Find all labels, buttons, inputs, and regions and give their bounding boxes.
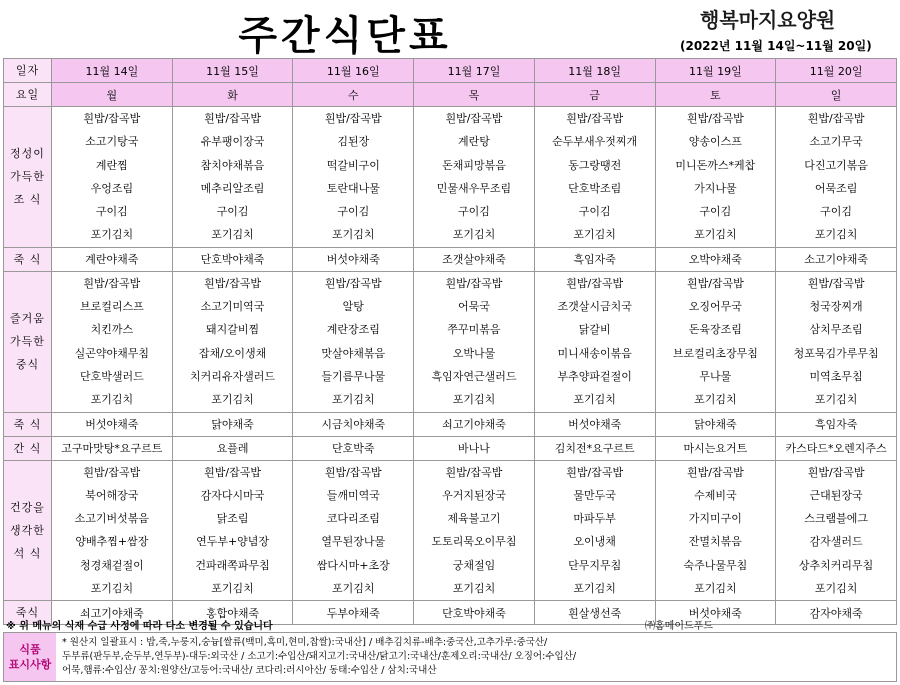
origin-line: * 원산지 일괄표시 : 밥,죽,누룽지,숭늉[쌀류(백미,흑미,현미,찹쌀):국내산] / 배추김치류-배추:중국산,고추가루:중국산/ [62,637,548,648]
lunch-row [4,271,897,412]
menu-item: 동그랑땡전 [568,158,622,172]
menu-item: 포기김치 [573,582,616,596]
menu-item: 닭야채죽 [172,412,293,436]
meal-cell [414,271,535,412]
supplier-name: ㈜홈메이드푸드 [645,621,713,632]
menu-item: 브로컬리초장무침 [672,346,758,360]
menu-item: 구이김 [337,205,370,219]
menu-item: 포기김치 [452,393,496,407]
menu-item: 건파래쪽파무침 [195,558,270,572]
menu-item: 단호박조림 [568,181,622,195]
menu-item: 양송이스프 [688,135,742,149]
menu-item: 구이김 [95,205,128,219]
menu-item: 무나물 [699,369,732,383]
meal-cell [655,460,776,601]
meal-cell [534,460,655,601]
origin-text [62,636,892,678]
day-cell: 월 [52,83,173,107]
menu-item: 소고기야채죽 [776,247,897,271]
menu-item: 우엉조림 [90,181,134,195]
menu-item: 포기김치 [814,228,858,242]
menu-item: 계란장조림 [326,323,380,337]
meal-cell [52,107,173,248]
menu-item: 숙주나물무침 [683,558,748,572]
menu-item: 돼지갈비찜 [205,323,260,337]
menu-item: 흰살생선죽 [534,601,655,625]
menu-item: 포기김치 [573,228,616,242]
menu-item: 닭조림 [216,512,249,526]
meal-cell [52,271,173,412]
menu-item: 연두부+양념장 [196,535,270,549]
menu-item: 요플레 [172,436,293,460]
menu-item: 시금치야채죽 [293,412,414,436]
dinner-label: 건강을 생각한 석 식 [4,460,52,601]
menu-item: 흰밥/잡곡밥 [324,465,382,479]
menu-item: 미니돈까스*케찹 [675,158,756,172]
menu-item: 소고기버섯볶음 [74,512,150,526]
menu-item: 수제비국 [694,488,737,502]
menu-item: 우거지된장국 [442,488,506,502]
menu-item: 민물새우무조림 [436,181,512,195]
menu-item: 단무지무침 [568,558,622,572]
menu-item: 포기김치 [90,582,134,596]
menu-item: 포기김치 [694,393,737,407]
menu-item: 들기름무나물 [321,369,386,383]
menu-item: 버섯야채죽 [293,247,414,271]
meal-cell [52,460,173,601]
menu-item: 포기김치 [332,582,375,596]
menu-item: 흰밥/잡곡밥 [445,276,503,290]
meal-cell [293,271,414,412]
menu-item: 흰밥/잡곡밥 [686,276,744,290]
lunch-label: 즐거움 가득한 중식 [4,271,52,412]
menu-item: 열무된장나물 [321,535,386,549]
day-cell: 목 [414,83,535,107]
menu-item: 김치전*요구르트 [534,436,655,460]
menu-item: 소고기무국 [809,135,863,149]
menu-item: 흰밥/잡곡밥 [566,112,624,125]
origin-line: 어묵,햄류:수입산/ 꽁치:원양산/고등어:국내산/ 코다리:러시아산/ 동태:수입산 / 삼치:국내산 [62,665,437,676]
menu-item: 다진고기볶음 [804,158,868,172]
menu-item: 알탕 [342,300,364,314]
menu-item: 쭈꾸미볶음 [447,323,501,337]
menu-item: 가지미구이 [688,512,742,526]
meal-cell [172,271,293,412]
menu-item: 흰밥/잡곡밥 [204,276,261,290]
menu-item: 흑임자연근샐러드 [431,369,517,383]
menu-item: 쇠고기야채죽 [52,601,173,625]
menu-item: 포기김치 [332,228,375,242]
date-label: 일자 [4,59,52,83]
menu-item: 오이냉채 [573,535,616,549]
menu-item: 도토리묵오이무침 [431,535,517,549]
date-cell: 11월 16일 [293,59,414,83]
menu-item: 마시는요거트 [655,436,776,460]
menu-item: 잡채/오이생채 [198,346,267,360]
menu-item: 포기김치 [573,393,616,407]
menu-item: 돈육장조림 [688,323,742,337]
dinner-row [4,460,897,601]
menu-item: 흰밥/잡곡밥 [445,465,503,479]
date-cell: 11월 14일 [52,59,173,83]
menu-item: 어묵국 [458,300,490,314]
menu-item: 쇠고기야채죽 [414,412,535,436]
menu-item: 들깨미역국 [326,488,380,502]
origin-info-box [3,632,897,682]
porridge-label: 죽 식 [4,412,52,436]
menu-item: 구이김 [699,205,732,219]
menu-item: 흰밥/잡곡밥 [807,112,865,125]
menu-item: 구이김 [216,205,249,219]
menu-item: 흰밥/잡곡밥 [204,465,261,479]
breakfast-label: 정성이 가득한 조 식 [4,107,52,248]
menu-item: 흰밥/잡곡밥 [566,276,624,290]
breakfast-row [4,107,897,248]
menu-item: 포기김치 [90,228,134,242]
day-cell: 화 [172,83,293,107]
menu-item: 포기김치 [814,582,858,596]
day-cell: 수 [293,83,414,107]
menu-item: 물만두국 [573,488,616,502]
meal-cell [776,107,897,248]
menu-item: 단호박야채죽 [172,247,293,271]
menu-item: 김된장 [337,135,370,149]
menu-item: 구이김 [458,205,490,219]
menu-item: 구이김 [820,205,853,219]
menu-item: 흰밥/잡곡밥 [807,465,865,479]
meal-cell [655,271,776,412]
menu-item: 흰밥/잡곡밥 [83,112,141,125]
menu-item: 청국장찌개 [809,300,863,314]
date-cell: 11월 19일 [655,59,776,83]
menu-item: 맛살야채볶음 [321,346,386,360]
menu-item: 계란찜 [95,158,128,172]
meal-cell [172,460,293,601]
menu-item: 돈채피망볶음 [442,158,506,172]
menu-item: 토란대나물 [326,181,380,195]
day-label: 요일 [4,83,52,107]
menu-item: 어묵조림 [814,181,858,195]
meal-cell [776,271,897,412]
meal-cell [655,107,776,248]
menu-item: 실곤약야채무침 [74,346,150,360]
date-cell: 11월 17일 [414,59,535,83]
menu-item: 소고기미역국 [200,300,265,314]
menu-item: 포기김치 [211,393,254,407]
menu-item: 두부야채죽 [293,601,414,625]
menu-item: 포기김치 [694,582,737,596]
day-cell: 금 [534,83,655,107]
menu-item: 순두부새우젓찌개 [552,135,638,149]
day-row [4,83,897,107]
menu-item: 버섯야채죽 [655,601,776,625]
meal-cell [776,460,897,601]
organization-name: 행복마지요양원 [700,8,836,32]
menu-item: 감자샐러드 [809,535,863,549]
menu-item: 흰밥/잡곡밥 [445,112,503,125]
meal-cell [293,107,414,248]
origin-label-line: 표시사항 [8,658,52,671]
menu-item: 쌈다시마+초장 [316,558,390,572]
menu-item: 부추양파겉절이 [557,369,632,383]
meal-cell [534,271,655,412]
menu-item: 마파두부 [573,512,616,526]
day-cell: 토 [655,83,776,107]
menu-item: 단호박죽 [293,436,414,460]
menu-item: 흰밥/잡곡밥 [566,465,624,479]
menu-item: 닭갈비 [578,323,611,337]
menu-item: 청포묵김가루무침 [793,346,879,360]
menu-period: (2022년 11월 14일~11월 20일) [680,39,872,53]
menu-item: 청경채겉절이 [79,558,144,572]
menu-item: 바나나 [414,436,535,460]
menu-item: 포기김치 [814,393,858,407]
menu-item: 오징어무국 [688,300,742,314]
menu-item: 버섯야채죽 [52,412,173,436]
menu-item: 오박나물 [452,346,496,360]
menu-item: 고구마맛탕*요구르트 [52,436,173,460]
snack-row [4,436,897,460]
menu-item: 근대된장국 [809,488,863,502]
menu-item: 상추치커리무침 [798,558,874,572]
menu-item: 스크램블에그 [804,512,868,526]
menu-item: 조갯살야채죽 [414,247,535,271]
menu-item: 포기김치 [452,228,496,242]
menu-item: 오박야채죽 [655,247,776,271]
date-cell: 11월 20일 [776,59,897,83]
menu-item: 닭야채죽 [655,412,776,436]
menu-item: 브로컬리스프 [79,300,144,314]
menu-item: 포기김치 [90,393,134,407]
menu-item: 홍합야채죽 [172,601,293,625]
porridge-label: 죽 식 [4,247,52,271]
menu-item: 흰밥/잡곡밥 [83,465,141,479]
menu-item: 북어해장국 [85,488,139,502]
origin-label-line: 식품 [19,643,41,656]
menu-item: 흰밥/잡곡밥 [204,112,261,125]
menu-item: 흰밥/잡곡밥 [686,112,744,125]
day-cell: 일 [776,83,897,107]
menu-item: 포기김치 [694,228,737,242]
menu-item: 메추리알조림 [200,181,265,195]
porridge-label: 죽식 [4,601,52,625]
menu-item: 삼치무조림 [809,323,863,337]
menu-item: 구이김 [578,205,611,219]
menu-item: 미니새송이볶음 [557,346,632,360]
origin-label [4,633,56,681]
menu-item: 흑임자죽 [776,412,897,436]
menu-item: 흰밥/잡곡밥 [324,276,382,290]
menu-item: 계란탕 [458,135,490,149]
menu-item: 조갯살시금치국 [557,300,632,314]
menu-item: 코다리조림 [326,512,380,526]
menu-item: 흰밥/잡곡밥 [807,276,865,290]
porridge-row [4,412,897,436]
date-cell: 11월 18일 [534,59,655,83]
menu-item: 흑임자죽 [534,247,655,271]
menu-item: 포기김치 [211,228,254,242]
meal-cell [414,107,535,248]
page-title: 주간식단표 [238,13,452,59]
snack-label: 간 식 [4,436,52,460]
date-row [4,59,897,83]
menu-item: 감자야채죽 [776,601,897,625]
menu-item: 제육불고기 [447,512,501,526]
meal-cell [534,107,655,248]
menu-item: 궁채절임 [452,558,496,572]
meal-cell [293,460,414,601]
menu-item: 흰밥/잡곡밥 [83,276,141,290]
menu-item: 미역초무침 [809,369,863,383]
menu-item: 유부팽이장국 [200,135,265,149]
menu-item: 계란야채죽 [52,247,173,271]
change-notice: ※ 위 메뉴의 식재 수급 사정에 따라 다소 변경될 수 있습니다 [6,621,273,632]
meal-cell [172,107,293,248]
menu-item: 포기김치 [211,582,254,596]
menu-item: 단호박샐러드 [79,369,144,383]
menu-item: 양배추찜+쌈장 [75,535,149,549]
menu-item: 잔멸치볶음 [688,535,742,549]
menu-item: 카스타드*오렌지주스 [776,436,897,460]
menu-item: 포기김치 [332,393,375,407]
menu-item: 포기김치 [452,582,496,596]
menu-item: 치킨까스 [90,323,134,337]
menu-item: 가지나물 [694,181,737,195]
menu-item: 치커리유자샐러드 [190,369,276,383]
origin-line: 두부류(판두부,순두부,연두부)-대두:외국산 / 소고기:수입산/돼지고기:국내산/닭고기:국내산/훈제오리:국내산/ 오징어:수입산/ [62,651,577,662]
porridge-row [4,247,897,271]
weekly-menu-table [3,58,897,625]
menu-item: 참치야채볶음 [200,158,265,172]
date-cell: 11월 15일 [172,59,293,83]
menu-item: 흰밥/잡곡밥 [324,112,382,125]
menu-item: 감자다시마국 [200,488,265,502]
menu-item: 단호박야채죽 [414,601,535,625]
menu-item: 흰밥/잡곡밥 [686,465,744,479]
menu-item: 소고기탕국 [85,135,139,149]
menu-item: 버섯야채죽 [534,412,655,436]
meal-cell [414,460,535,601]
menu-item: 떡갈비구이 [326,158,380,172]
